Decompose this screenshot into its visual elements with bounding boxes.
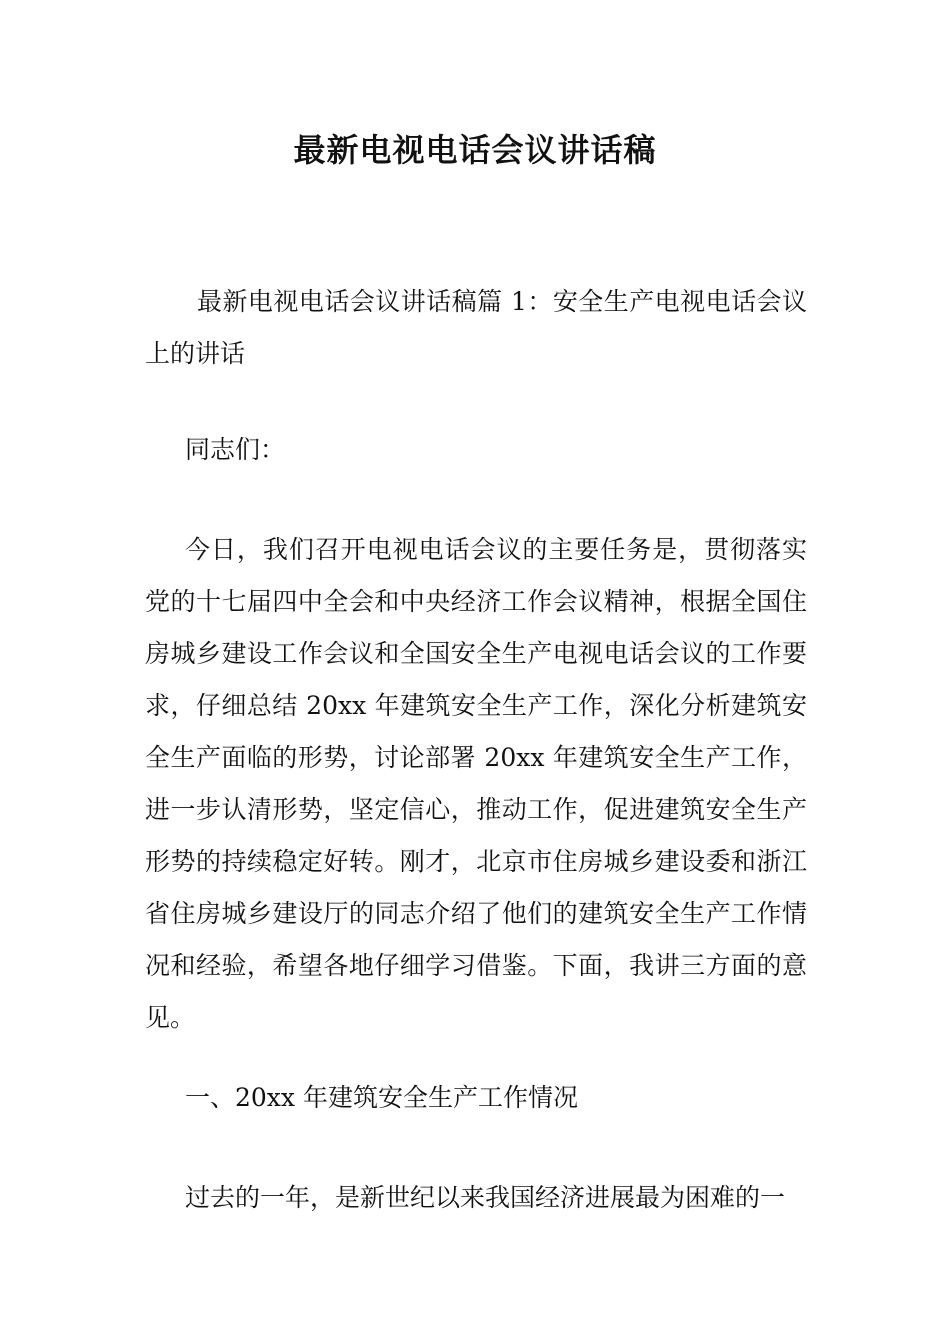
paragraph-greeting: 同志们： [185, 435, 286, 464]
document-title: 最新电视电话会议讲话稿 [293, 131, 657, 169]
paragraph-body: 今日，我们召开电视电话会议的主要任务是，贯彻落实党的十七届四中全会和中央经济工作会议精神，根据全国住房城乡建设工作会议和全国安全生产电视电话会议的工作要求，仔细总结 20xx 年建筑安全生产工作，深化分析建筑安全生产面临的形势，讨论部署 20xx 年建筑安全生产工作，进一步认清形势，坚定信心，推动工作，促进建筑安全生产形势的持续稳定好转。刚才，北京市住房城乡建设委和浙江省住房城乡建设厅的同志介绍了他们的建筑安全生产工作情况和经验，希望各地仔细学习借鉴。下面，我讲三方面的意见。 [145, 535, 807, 1032]
paragraph-continuation: 过去的一年，是新世纪以来我国经济进展最为困难的一 [185, 1183, 786, 1212]
paragraph-section-heading: 一、20xx 年建筑安全生产工作情况 [185, 1083, 578, 1112]
paragraph-article-heading: 最新电视电话会议讲话稿篇 1：安全生产电视电话会议上的讲话 [145, 287, 807, 368]
